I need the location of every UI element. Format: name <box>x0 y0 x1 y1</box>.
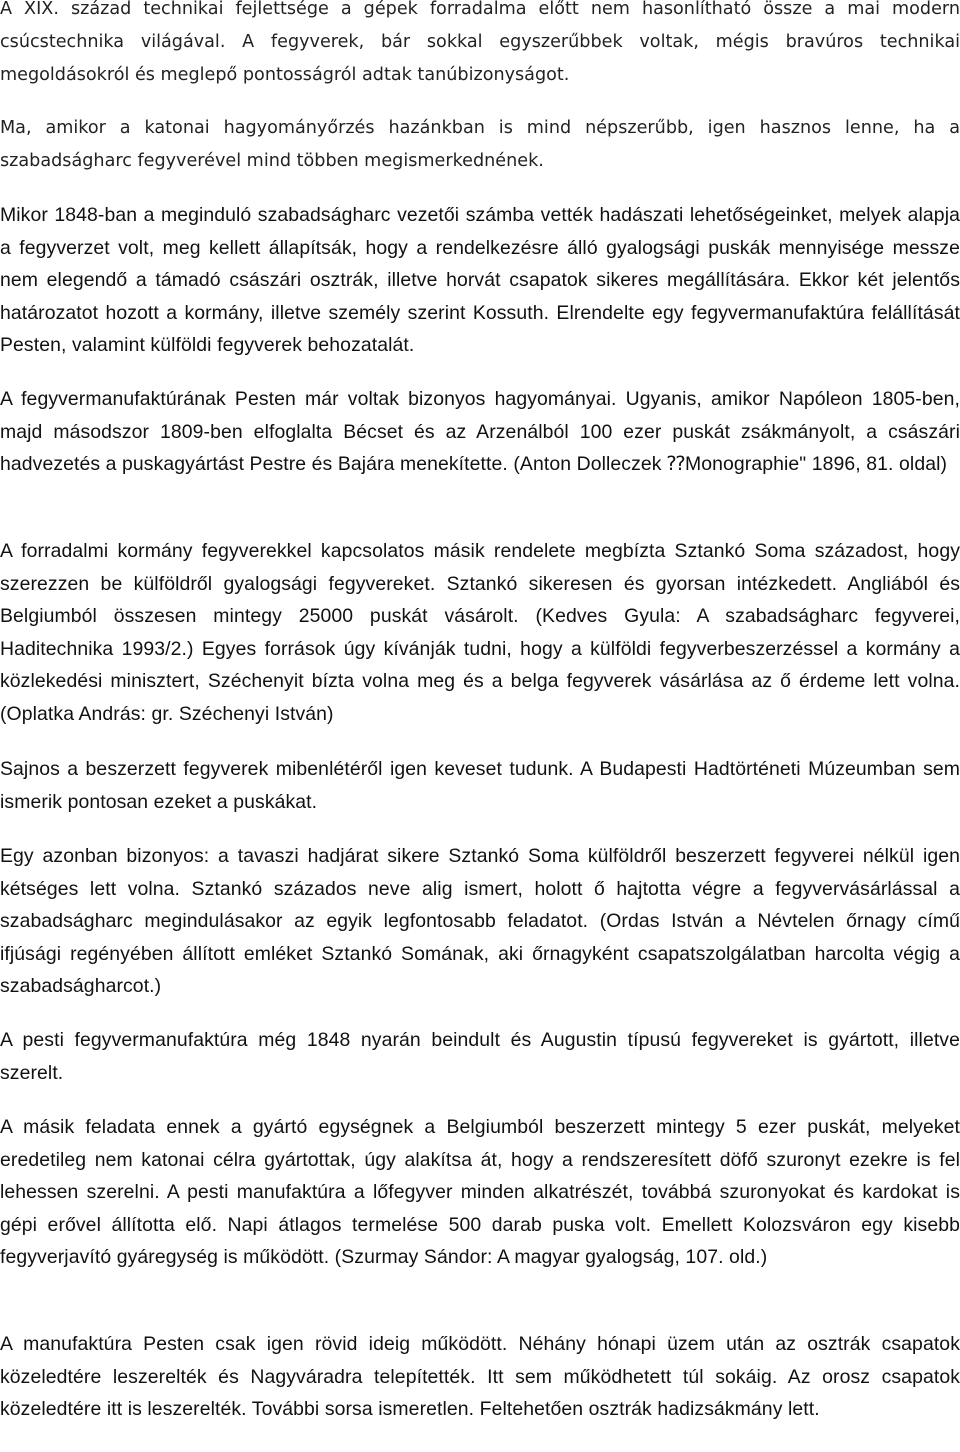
paragraph-tradition: Ma, amikor a katonai hagyományőrzés hazánkban is mind népszerűbb, igen hasznos lenne, ha a szabadságharc fegyverével mind többen megismerkednének. <box>0 118 960 171</box>
paragraph-augustin: A pesti fegyvermanufaktúra még 1848 nyarán beindult és Augustin típusú fegyvereket is gyártott, illetve szerelt. <box>0 1029 960 1084</box>
paragraph-unknown-weapons: Sajnos a beszerzett fegyverek mibenlétéről igen keveset tudunk. A Budapesti Hadtörténeti Múzeumban sem ismerik pontosan ezeket a puskákat. <box>0 758 960 813</box>
paragraph-sztanko-order: A forradalmi kormány fegyverekkel kapcsolatos másik rendelete megbízta Sztankó Soma századost, hogy szerezzen be külföldről gyalogsági fegyvereket. Sztankó sikeresen és gyorsan intézkedett. Angliából és Belgiumból összesen mintegy 25000 puskát vásárolt. (Kedves Gyula: A szabadságharc fegyverei, Haditechnika 1993/2.) Egyes források úgy kívánják tudni, hogy a külföldi fegyverbeszerzéssel a kormány a közlekedési minisztert, Széchenyit bízta volna meg és a belga fegyverek vásárlása az ő érdeme lett volna. (Oplatka András: gr. Széchenyi István) <box>0 540 960 725</box>
paragraph-manufactory-history: A fegyvermanufaktúrának Pesten már voltak bizonyos hagyományai. Ugyanis, amikor Napóleon 1805-ben, majd másodszor 1809-ben elfoglalta Bécset és az Arzenálból 100 ezer puskát zsákmányolt, a császári hadvezetés a puskagyártást Pestre és Bajára menekítette. (Anton Dolleczek ⁇Monographie" 1896, 81. oldal) <box>0 388 960 476</box>
paragraph-spring-campaign: Egy azonban bizonyos: a tavaszi hadjárat sikere Sztankó Soma külföldről beszerzett fegyverei nélkül igen kétséges lett volna. Sztankó százados neve alig ismert, holott ő hajtotta végre a fegyvervásárlással a szabadságharc megindulásakor az egyik legfontosabb feladatot. (Ordas István a Névtelen őrnagy című ifjúsági regényében állított emléket Sztankó Somának, aki őrnagyként csapatszolgálatban harcolta végig a szabadságharcot.) <box>0 845 960 998</box>
paragraph-intro: A XIX. század technikai fejlettsége a gépek forradalma előtt nem hasonlítható össze a mai modern csúcstechnika világával. A fegyverek, bár sokkal egyszerűbbek voltak, mégis bravúros technikai megoldásokról és meglepő pontosságról adtak tanúbizonyságot. <box>0 0 960 85</box>
paragraph-belgian-rifles: A másik feladata ennek a gyártó egységnek a Belgiumból beszerzett mintegy 5 ezer puskát, melyeket eredetileg nem katonai célra gyártottak, úgy alakítsa át, hogy a rendszeresített döfő szuronyt ezekre is fel lehessen szerelni. A pesti manufaktúra a lőfegyver minden alkatrészét, továbbá szuronyokat és kardokat is gépi erővel állította elő. Napi átlagos termelése 500 darab puska volt. Emellett Kolozsváron egy kisebb fegyverjavító gyáregység is működött. (Szurmay Sándor: A magyar gyalogság, 107. old.) <box>0 1116 960 1269</box>
paragraph-1848: Mikor 1848-ban a meginduló szabadságharc vezetői számba vették hadászati lehetőségeinket, melyek alapja a fegyverzet volt, meg kellett állapítsák, hogy a rendelkezésre álló gyalogsági puskák mennyisége messze nem elegendő a támadó császári osztrák, illetve horvát csapatok sikeres megállítására. Ekkor két jelentős határozatot hozott a kormány, illetve személy szerint Kossuth. Elrendelte egy fegyvermanufaktúra felállítását Pesten, valamint külföldi fegyverek behozatalát. <box>0 204 960 357</box>
paragraph-manufactory-fate: A manufaktúra Pesten csak igen rövid ideig működött. Néhány hónapi üzem után az osztrák csapatok közeledtére leszerelték és Nagyváradra telepítették. Itt sem működhetett túl sokáig. Az orosz csapatok közeledtére itt is leszerelték. További sorsa ismeretlen. Feltehetően osztrák hadizsákmány lett. <box>0 1333 960 1421</box>
